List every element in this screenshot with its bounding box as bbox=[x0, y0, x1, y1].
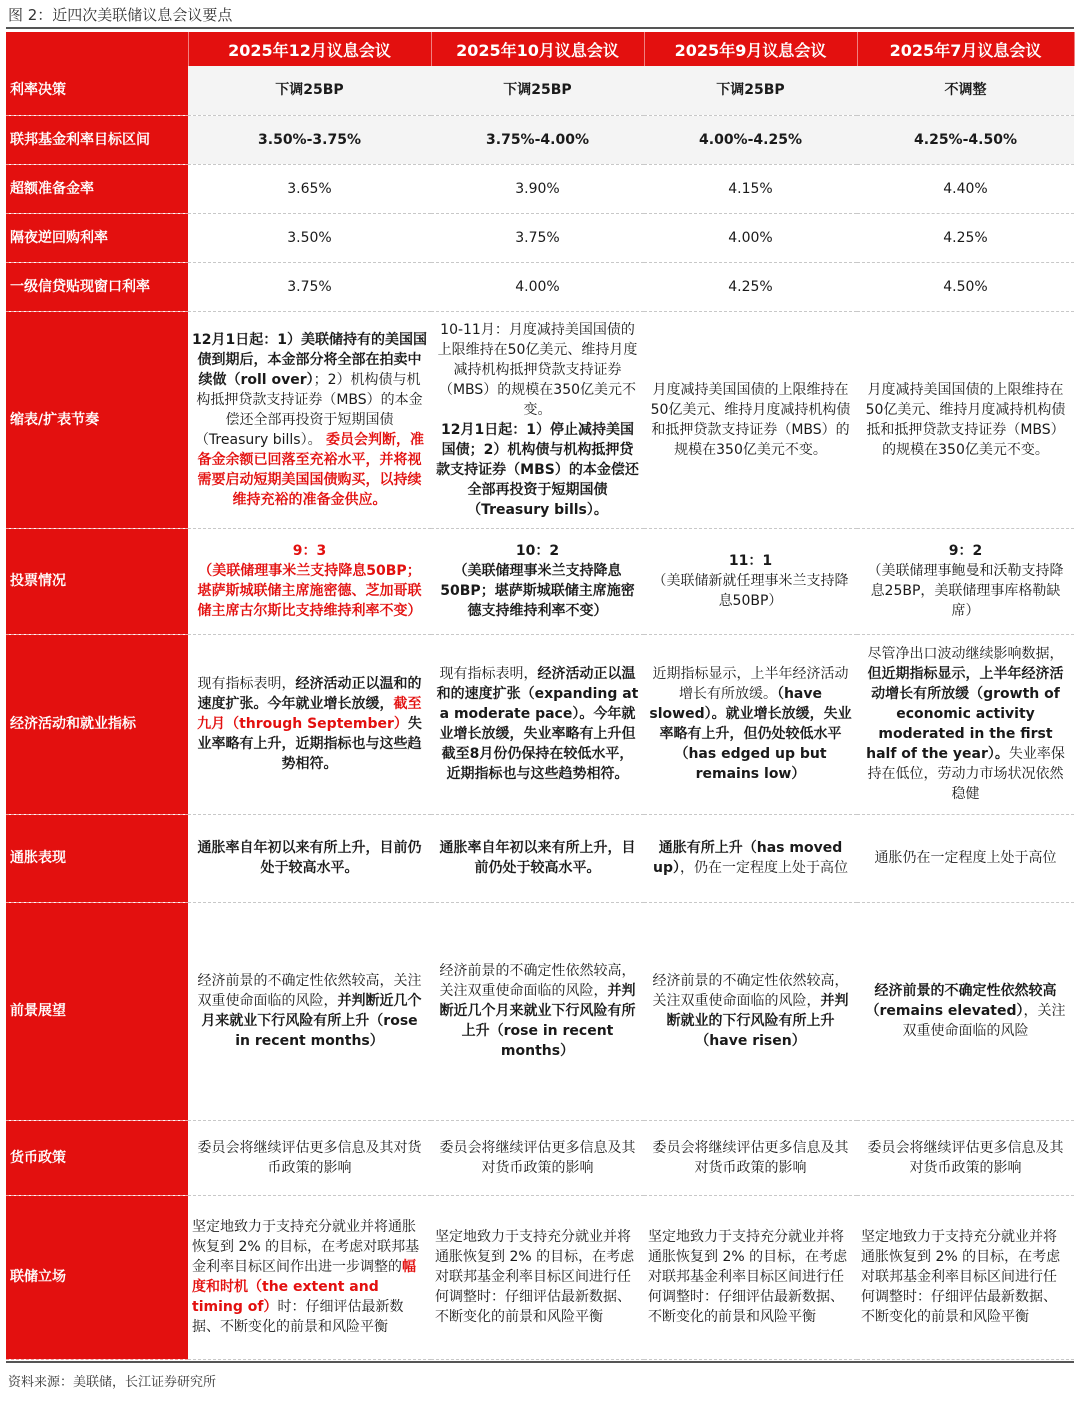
row-outlook bbox=[6, 902, 1074, 1120]
row-rate-decision bbox=[6, 66, 1074, 115]
cell-text bbox=[857, 902, 1074, 1120]
cell-text bbox=[188, 1195, 431, 1359]
cell-text-part: ，关注双重使命面临的风险 bbox=[902, 1003, 1066, 1040]
cell-text: 通胀率自年初以来有所上升，目前仍处于较高水平。 bbox=[431, 814, 644, 902]
cell-text-part: 10-11月：月度减持美国国债的上限维持在50亿美元、维持月度减持机构抵押贷款支持证券（MBS）的规模在350亿美元不变。 bbox=[437, 321, 638, 418]
row-rrp bbox=[6, 213, 1074, 262]
row-label: 利率决策 bbox=[6, 66, 188, 115]
cell-value: 4.00% bbox=[644, 213, 857, 262]
cell-value: 3.75% bbox=[431, 213, 644, 262]
row-label: 货币政策 bbox=[6, 1120, 188, 1195]
cell-value: 4.15% bbox=[644, 164, 857, 213]
row-balance-sheet bbox=[6, 311, 1074, 528]
row-fed-funds-range bbox=[6, 115, 1074, 164]
cell-value: 下调25BP bbox=[431, 66, 644, 115]
row-label: 一级信贷贴现窗口利率 bbox=[6, 262, 188, 311]
cell-value: 4.50% bbox=[857, 262, 1074, 311]
cell-text bbox=[188, 634, 431, 814]
cell-text-part: 但近期指标显示，上半年经济活动增长有所放缓（growth of economic activity moderated in the first half of the year）。 bbox=[866, 666, 1064, 763]
cell-value: 4.00% bbox=[431, 262, 644, 311]
cell-text: 坚定地致力于支持充分就业并将通胀恢复到 2% 的目标，在考虑对联邦基金利率目标区间进行任何调整时：仔细评估最新数据、不断变化的前景和风险平衡 bbox=[857, 1195, 1074, 1359]
cell-text bbox=[644, 902, 857, 1120]
cell-text-part: 现有指标表明， bbox=[197, 676, 296, 693]
cell-text bbox=[857, 634, 1074, 814]
cell-text-part: 经济前景的不确定性依然较高（remains elevated） bbox=[865, 983, 1057, 1020]
cell-text-part: 现有指标表明， bbox=[439, 666, 538, 683]
cell-text: 委员会将继续评估更多信息及其对货币政策的影响 bbox=[188, 1120, 431, 1195]
cell-text: 委员会将继续评估更多信息及其对货币政策的影响 bbox=[644, 1120, 857, 1195]
row-label: 联储立场 bbox=[6, 1195, 188, 1359]
row-discount-rate bbox=[6, 262, 1074, 311]
cell-value: 3.50%-3.75% bbox=[188, 115, 431, 164]
cell-value: 下调25BP bbox=[188, 66, 431, 115]
cell-text bbox=[188, 902, 431, 1120]
row-fed-stance bbox=[6, 1195, 1074, 1359]
cell-text: 月度减持美国国债的上限维持在50亿美元、维持月度减持机构债和抵押贷款支持证券（MBS）的规模在350亿美元不变。 bbox=[644, 311, 857, 528]
top-rule bbox=[6, 27, 1074, 29]
cell-text: 委员会将继续评估更多信息及其对货币政策的影响 bbox=[431, 1120, 644, 1195]
cell-text-part: 12月1日起：1）停止减持美国国债；2）机构债与机构抵押贷款支持证券（MBS）的本金偿还全部再投资于短期国债（Treasury bills）。 bbox=[436, 421, 639, 518]
header-corner bbox=[6, 32, 188, 66]
cell-text bbox=[644, 634, 857, 814]
cell-value: 不调整 bbox=[857, 66, 1074, 115]
cell-text-part: 并判断就业的下行风险有所上升（have risen） bbox=[666, 993, 849, 1050]
row-label: 通胀表现 bbox=[6, 814, 188, 902]
vote-ratio: 10：2 bbox=[515, 543, 560, 560]
cell-text-part: ；2）机构债与机构抵押贷款支持证券（MBS）的本金偿还全部再投资于短期国债（Treasury bills）。 bbox=[194, 371, 423, 448]
cell-value: 4.40% bbox=[857, 164, 1074, 213]
vote-detail: （美联储理事米兰支持降息50BP；堪萨斯城联储主席施密德支持维持利率不变） bbox=[440, 563, 635, 620]
cell-text bbox=[431, 311, 644, 528]
vote-ratio: 9：2 bbox=[948, 543, 983, 560]
cell-value: 3.75%-4.00% bbox=[431, 115, 644, 164]
row-label: 超额准备金率 bbox=[6, 164, 188, 213]
vote-ratio: 11：1 bbox=[728, 553, 773, 570]
cell-text: 坚定地致力于支持充分就业并将通胀恢复到 2% 的目标，在考虑对联邦基金利率目标区间进行任何调整时：仔细评估最新数据、不断变化的前景和风险平衡 bbox=[431, 1195, 644, 1359]
bottom-rule bbox=[6, 1361, 1074, 1363]
cell-value: 4.00%-4.25% bbox=[644, 115, 857, 164]
row-label: 缩表/扩表节奏 bbox=[6, 311, 188, 528]
cell-value: 4.25%-4.50% bbox=[857, 115, 1074, 164]
row-label: 前景展望 bbox=[6, 902, 188, 1120]
cell-text-part: 并判断近几个月来就业下行风险有所上升（rose in recent months） bbox=[201, 993, 422, 1050]
cell-text-part: 经济活动正以温和的速度扩张 bbox=[436, 666, 636, 703]
cell-text-part: 近期指标显示，上半年经济活动增长有所放缓。 bbox=[652, 666, 849, 703]
cell-value: 3.75% bbox=[188, 262, 431, 311]
vote-ratio: 9：3 bbox=[292, 543, 327, 560]
cell-value: 4.25% bbox=[857, 213, 1074, 262]
cell-text: 月度减持美国国债的上限维持在50亿美元、维持月度减持机构债抵和抵押贷款支持证券（MBS）的规模在350亿美元不变。 bbox=[857, 311, 1074, 528]
row-economy bbox=[6, 634, 1074, 814]
cell-text bbox=[644, 814, 857, 902]
cell-text bbox=[188, 311, 431, 528]
vote-detail: （美联储理事米兰支持降息50BP；堪萨斯城联储主席施密德、芝加哥联储主席古尔斯比支持维持利率不变） bbox=[197, 563, 422, 620]
row-inflation bbox=[6, 814, 1074, 902]
figure-title: 图 2：近四次美联储议息会议要点 bbox=[8, 6, 233, 24]
cell-text-part: 时：仔细评估最新数据、不断变化的前景和风险平衡 bbox=[192, 1299, 404, 1336]
header-sep-2025: 2025年9月议息会议 bbox=[644, 32, 857, 66]
cell-text: 坚定地致力于支持充分就业并将通胀恢复到 2% 的目标，在考虑对联邦基金利率目标区间进行任何调整时：仔细评估最新数据、不断变化的前景和风险平衡 bbox=[644, 1195, 857, 1359]
header-dec-2025: 2025年12月议息会议 bbox=[188, 32, 431, 66]
cell-text-part: 经济前景的不确定性依然较高，关注双重使命面临的风险， bbox=[197, 973, 422, 1010]
cell-text-part: 尽管净出口波动继续影响数据， bbox=[867, 646, 1064, 663]
cell-text-part: （expanding at a moderate pace）。今年就业增长放缓，失业率略有上升但截至8月份仍保持在较低水平，近期指标也与这些趋势相符。 bbox=[439, 686, 639, 783]
cell-text: 通胀仍在一定程度上处于高位 bbox=[857, 814, 1074, 902]
row-monetary-policy bbox=[6, 1120, 1074, 1195]
cell-text: 通胀率自年初以来有所上升，目前仍处于较高水平。 bbox=[188, 814, 431, 902]
cell-text-highlight: 委员会判断，准备金余额已回落至充裕水平，并将视需要启动短期美国国债购买，以持续维持充裕的准备金供应。 bbox=[197, 431, 425, 508]
cell-text: 委员会将继续评估更多信息及其对货币政策的影响 bbox=[857, 1120, 1074, 1195]
cell-text-highlight: 截至九月（through September） bbox=[197, 696, 422, 733]
cell-value: 下调25BP bbox=[644, 66, 857, 115]
vote-detail: （美联储新就任理事米兰支持降息50BP） bbox=[652, 573, 849, 610]
vote-detail: （美联储理事鲍曼和沃勒支持降息25BP，美联储理事库格勒缺席） bbox=[867, 563, 1064, 620]
row-label: 投票情况 bbox=[6, 528, 188, 634]
cell-text-part: 经济前景的不确定性依然较高，关注双重使命面临的风险， bbox=[439, 963, 636, 1000]
cell-value: 4.25% bbox=[644, 262, 857, 311]
row-label: 经济活动和就业指标 bbox=[6, 634, 188, 814]
cell-text-part: 12月1日起：1）美联储持有的美国国债到期后，本金部分将全部在拍卖中续做（roll over） bbox=[192, 331, 427, 388]
cell-text-part: 失业率保持在低位，劳动力市场状况依然稳健 bbox=[867, 746, 1065, 803]
cell-text-part: 坚定地致力于支持充分就业并将通胀恢复到 2% 的目标，在考虑对联邦基金利率目标区间作出进一步调整的 bbox=[192, 1219, 420, 1276]
cell-text-part: ，仍在一定程度上处于高位 bbox=[680, 860, 848, 877]
source-note: 资料来源：美联储，长江证券研究所 bbox=[8, 1375, 217, 1390]
header-jul-2025: 2025年7月议息会议 bbox=[857, 32, 1074, 66]
cell-text-highlight: 幅度和时机（the extent and timing of） bbox=[192, 1259, 416, 1316]
cell-text bbox=[431, 528, 644, 634]
cell-text bbox=[857, 528, 1074, 634]
cell-text-part: （have slowed）。就业增长放缓，失业率略有上升，但仍处较低水平（has edged up but remains low） bbox=[649, 686, 852, 783]
row-label: 隔夜逆回购利率 bbox=[6, 213, 188, 262]
cell-text bbox=[644, 528, 857, 634]
cell-text-part: 失业率略有上升，近期指标也与这些趋势相符。 bbox=[197, 716, 422, 773]
cell-text-part: 经济前景的不确定性依然较高，关注双重使命面临的风险， bbox=[652, 973, 849, 1010]
fomc-comparison-table bbox=[6, 32, 1075, 1360]
cell-value: 3.90% bbox=[431, 164, 644, 213]
cell-text-part: 并判断近几个月来就业下行风险有所上升（rose in recent months） bbox=[439, 983, 636, 1060]
cell-value: 3.50% bbox=[188, 213, 431, 262]
row-label: 联邦基金利率目标区间 bbox=[6, 115, 188, 164]
header-row bbox=[6, 32, 1074, 66]
cell-text bbox=[188, 528, 431, 634]
header-oct-2025: 2025年10月议息会议 bbox=[431, 32, 644, 66]
cell-text-part: 通胀有所上升（has moved up） bbox=[653, 840, 843, 877]
cell-text-part: 经济活动正以温和的速度扩张。今年就业增长放缓， bbox=[197, 676, 422, 713]
row-votes bbox=[6, 528, 1074, 634]
cell-text bbox=[431, 902, 644, 1120]
cell-text bbox=[431, 634, 644, 814]
cell-value: 3.65% bbox=[188, 164, 431, 213]
row-ioer bbox=[6, 164, 1074, 213]
